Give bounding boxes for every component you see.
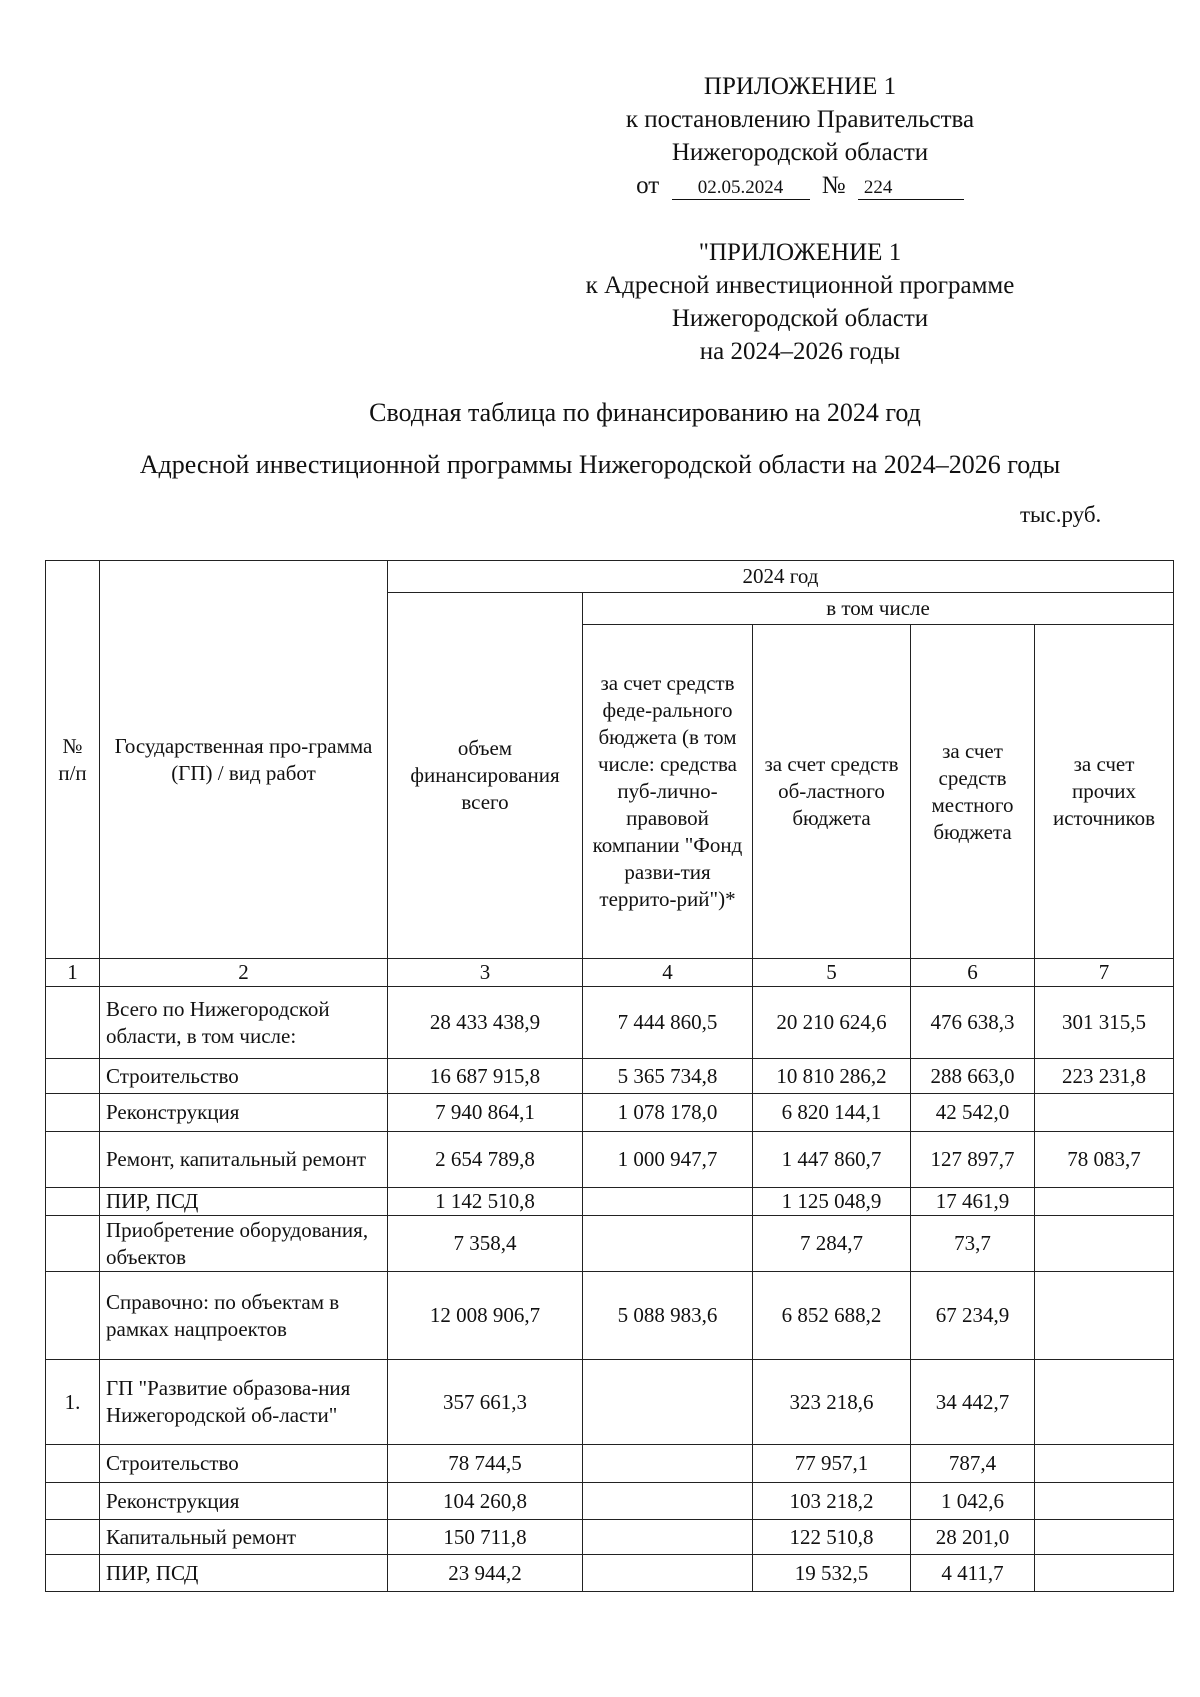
row-total: 23 944,2 (388, 1555, 583, 1592)
row-federal: 1 000 947,7 (583, 1132, 753, 1188)
document-title-line-1: Сводная таблица по финансированию на 2024 год (369, 398, 921, 427)
row-regional: 10 810 286,2 (753, 1059, 911, 1094)
appendix-line-2: к постановлению Правительства (625, 106, 975, 133)
row-local: 17 461,9 (911, 1188, 1035, 1216)
header-other: за счет прочих источников (1035, 625, 1174, 959)
row-regional: 20 210 624,6 (753, 987, 911, 1059)
col-number: 1 (46, 959, 100, 987)
appendix-title: ПРИЛОЖЕНИЕ 1 (703, 73, 897, 100)
row-regional: 77 957,1 (753, 1445, 911, 1483)
row-federal (583, 1445, 753, 1483)
row-num (46, 1059, 100, 1094)
row-name: ПИР, ПСД (100, 1188, 388, 1216)
col-number: 7 (1035, 959, 1174, 987)
number-label: № (821, 172, 846, 199)
row-local: 127 897,7 (911, 1132, 1035, 1188)
col-number: 2 (100, 959, 388, 987)
row-local: 34 442,7 (911, 1360, 1035, 1445)
row-total: 78 744,5 (388, 1445, 583, 1483)
row-federal: 1 078 178,0 (583, 1094, 753, 1132)
document-title-line-2: Адресной инвестиционной программы Нижегородской области на 2024–2026 годы (139, 450, 1061, 479)
row-other (1035, 1483, 1174, 1520)
row-name: Строительство (100, 1059, 388, 1094)
row-other (1035, 1445, 1174, 1483)
row-other (1035, 1188, 1174, 1216)
row-local: 28 201,0 (911, 1520, 1035, 1555)
row-other: 301 315,5 (1035, 987, 1174, 1059)
row-num (46, 1483, 100, 1520)
row-federal (583, 1555, 753, 1592)
row-num (46, 1132, 100, 1188)
row-local: 288 663,0 (911, 1059, 1035, 1094)
table-row (46, 1188, 1174, 1216)
row-name: Строительство (100, 1445, 388, 1483)
header-num: № п/п (46, 561, 100, 959)
row-num (46, 1094, 100, 1132)
row-federal (583, 1360, 753, 1445)
table-row (46, 1360, 1174, 1445)
table-row (46, 1520, 1174, 1555)
row-regional: 122 510,8 (753, 1520, 911, 1555)
row-total: 7 940 864,1 (388, 1094, 583, 1132)
row-regional: 6 820 144,1 (753, 1094, 911, 1132)
row-name: Реконструкция (100, 1094, 388, 1132)
row-regional: 323 218,6 (753, 1360, 911, 1445)
table-row (46, 1132, 1174, 1188)
row-other (1035, 1520, 1174, 1555)
row-name: ПИР, ПСД (100, 1555, 388, 1592)
row-num (46, 1520, 100, 1555)
row-name: Капитальный ремонт (100, 1520, 388, 1555)
row-total: 12 008 906,7 (388, 1272, 583, 1360)
header-year: 2024 год (388, 561, 1174, 593)
row-name: ГП "Развитие образова-ния Нижегородской об-ласти" (100, 1360, 388, 1445)
row-name: Ремонт, капитальный ремонт (100, 1132, 388, 1188)
header-total: объем финансирования всего (388, 593, 583, 959)
row-total: 104 260,8 (388, 1483, 583, 1520)
row-other: 78 083,7 (1035, 1132, 1174, 1188)
resolution-date: 02.05.2024 (672, 177, 810, 200)
col-number: 5 (753, 959, 911, 987)
table-row (46, 1272, 1174, 1360)
table-row (46, 1094, 1174, 1132)
program-appendix-title: "ПРИЛОЖЕНИЕ 1 (698, 239, 902, 266)
row-other (1035, 1272, 1174, 1360)
row-name: Приобретение оборудования, объектов (100, 1216, 388, 1272)
from-label: от (636, 172, 660, 199)
units-label: тыс.руб. (1020, 502, 1102, 527)
row-federal (583, 1520, 753, 1555)
row-local: 4 411,7 (911, 1555, 1035, 1592)
row-local: 67 234,9 (911, 1272, 1035, 1360)
table-row (46, 1445, 1174, 1483)
row-num (46, 987, 100, 1059)
row-total: 16 687 915,8 (388, 1059, 583, 1094)
row-total: 150 711,8 (388, 1520, 583, 1555)
header-local: за счет средств местного бюджета (911, 625, 1035, 959)
row-other (1035, 1094, 1174, 1132)
table-row (46, 1483, 1174, 1520)
row-num: 1. (46, 1360, 100, 1445)
appendix-date-line (540, 169, 1060, 202)
header-program: Государственная про-грамма (ГП) / вид работ (100, 561, 388, 959)
row-other (1035, 1555, 1174, 1592)
row-federal (583, 1216, 753, 1272)
row-federal: 5 088 983,6 (583, 1272, 753, 1360)
row-name: Реконструкция (100, 1483, 388, 1520)
column-number-row (46, 959, 1174, 987)
financing-table (45, 560, 1174, 1592)
appendix-header (540, 70, 1060, 202)
program-appendix-line-2: к Адресной инвестиционной программе (585, 272, 1015, 299)
row-local: 787,4 (911, 1445, 1035, 1483)
table-row (46, 1059, 1174, 1094)
row-regional: 6 852 688,2 (753, 1272, 911, 1360)
col-number: 4 (583, 959, 753, 987)
row-regional: 1 447 860,7 (753, 1132, 911, 1188)
program-appendix-header (540, 236, 1060, 368)
row-regional: 1 125 048,9 (753, 1188, 911, 1216)
row-federal (583, 1188, 753, 1216)
program-appendix-line-4: на 2024–2026 годы (699, 338, 901, 365)
row-num (46, 1188, 100, 1216)
table-row (46, 1216, 1174, 1272)
row-num (46, 1555, 100, 1592)
row-num (46, 1216, 100, 1272)
appendix-line-3: Нижегородской области (671, 139, 929, 166)
row-local: 476 638,3 (911, 987, 1035, 1059)
row-total: 7 358,4 (388, 1216, 583, 1272)
row-other (1035, 1216, 1174, 1272)
row-other (1035, 1360, 1174, 1445)
row-local: 73,7 (911, 1216, 1035, 1272)
row-num (46, 1272, 100, 1360)
row-num (46, 1445, 100, 1483)
row-federal (583, 1483, 753, 1520)
row-total: 1 142 510,8 (388, 1188, 583, 1216)
header-federal: за счет средств феде-рального бюджета (в том числе: средства пуб-лично-правовой компании "Фонд разви-тия террито-рий")* (583, 625, 753, 959)
row-total: 28 433 438,9 (388, 987, 583, 1059)
program-appendix-line-3: Нижегородской области (671, 305, 929, 332)
header-including: в том числе (583, 593, 1174, 625)
row-regional: 7 284,7 (753, 1216, 911, 1272)
row-total: 357 661,3 (388, 1360, 583, 1445)
row-name: Справочно: по объектам в рамках нацпроектов (100, 1272, 388, 1360)
table-row (46, 1555, 1174, 1592)
row-total: 2 654 789,8 (388, 1132, 583, 1188)
row-federal: 7 444 860,5 (583, 987, 753, 1059)
col-number: 6 (911, 959, 1035, 987)
row-regional: 103 218,2 (753, 1483, 911, 1520)
header-regional: за счет средств об-ластного бюджета (753, 625, 911, 959)
table-row (46, 987, 1174, 1059)
row-federal: 5 365 734,8 (583, 1059, 753, 1094)
row-local: 42 542,0 (911, 1094, 1035, 1132)
row-other: 223 231,8 (1035, 1059, 1174, 1094)
col-number: 3 (388, 959, 583, 987)
row-regional: 19 532,5 (753, 1555, 911, 1592)
resolution-number: 224 (858, 177, 964, 200)
row-local: 1 042,6 (911, 1483, 1035, 1520)
row-name: Всего по Нижегородской области, в том числе: (100, 987, 388, 1059)
